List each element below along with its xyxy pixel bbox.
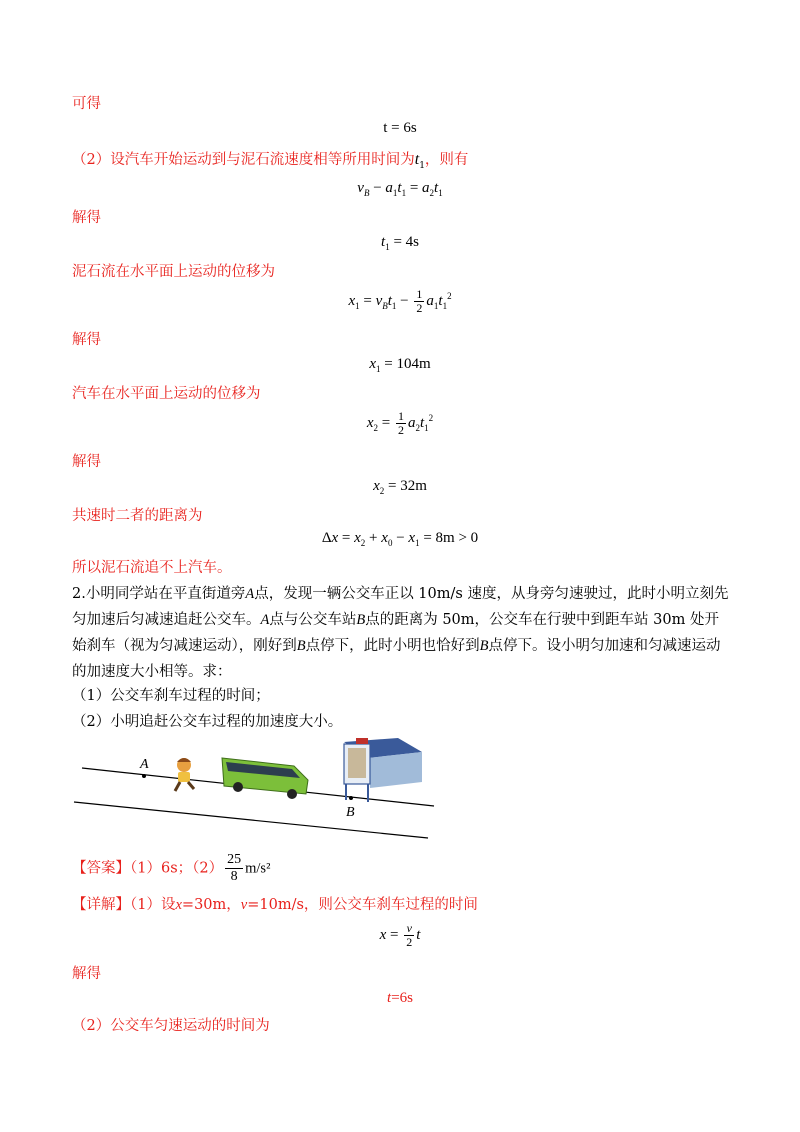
equation-x-vt: x = $\frac{v}{2}$ t (379, 921, 421, 949)
point-a-2: A (260, 612, 270, 628)
problem-text-a: 小明同学站在平直街道旁 (85, 586, 246, 602)
answer-fraction (225, 852, 243, 885)
answer-frac-den: 8 (230, 869, 238, 884)
question-2: （2）小明追赶公交车过程的加速度大小。 (72, 714, 343, 730)
result-value: =6s (391, 990, 413, 1006)
text-distance: 共速时二者的距离为 (72, 508, 203, 524)
equation-t-result (0, 990, 800, 1007)
equation-vb: $v_B - a_1t_1 = a_2t_1$ (357, 180, 443, 198)
detail-x-val: =30m， (181, 897, 241, 913)
equation-delta-x-value: = 8m > 0 (423, 530, 479, 546)
point-b-2: B (296, 638, 306, 654)
equation-t1: $t_1 = 4s$ (381, 234, 419, 252)
part2-intro-text: （2）设汽车开始运动到与泥石流速度相等所用时间为 (72, 152, 415, 168)
equation-t1-value: = 4s (393, 234, 419, 250)
point-b: B (356, 612, 366, 628)
text-part2-detail: （2）公交车匀速运动的时间为 (72, 1018, 270, 1034)
text-jiede-4: 解得 (72, 966, 101, 982)
detail-text: （1）设 (130, 897, 176, 913)
text-part2-intro (72, 150, 468, 176)
part2-intro-symbol: t (414, 151, 420, 168)
point-a-dot (142, 774, 146, 778)
question-1: （1）公交车刹车过程的时间； (72, 688, 270, 704)
problem-text-f: 点停下。设小明匀加速和匀减速运动的加速度大小相等。求： (72, 638, 721, 680)
running-boy-icon (175, 758, 194, 791)
road-line-bottom (74, 802, 428, 838)
street-figure (72, 736, 442, 841)
problem-2-statement (72, 581, 732, 685)
text-kede: 可得 (72, 96, 101, 112)
equation-x2-value: = 32m (388, 478, 427, 494)
answer-frac-num: 25 (227, 852, 242, 867)
text-jiede-1: 解得 (72, 210, 101, 226)
part2-intro-end: ，则有 (424, 152, 469, 168)
detail-v: v (240, 897, 248, 913)
equation-delta-x: $\Delta x = x_2 + x_0 - x_1 = 8m > 0$ (321, 530, 479, 548)
detail-x: x (175, 897, 182, 913)
equation-x2: $x_2 = 32m$ (373, 478, 427, 496)
equation-x1-value: = 104m (384, 356, 431, 372)
text-car-displacement: 汽车在水平面上运动的位移为 (72, 386, 261, 402)
figure-label-a: A (140, 757, 149, 772)
text-jiede-2: 解得 (72, 332, 101, 348)
detail-line (72, 895, 478, 915)
answer-part1: （1）6s；（2） (130, 860, 224, 877)
text-conclusion: 所以泥石流追不上汽车。 (72, 560, 232, 576)
problem-text-e: 点停下，此时小明也恰好到 (305, 638, 480, 654)
point-a: A (245, 586, 255, 602)
equation-x1-formula: $x_1 = v_Bt_1$ − $\frac{1}{2}$ $a_1t_1^2$ (348, 287, 452, 315)
answer-line (72, 852, 270, 885)
point-b-dot (349, 796, 353, 800)
figure-label-b: B (346, 805, 355, 820)
problem-text-b: 点，发现一辆公交车正以 10m/s 速度，从身旁匀速驶过，此时小明立刻先匀加速后匀减速追赶公交车。 (72, 586, 729, 628)
problem-text-c: 点与公交车站 (269, 612, 357, 628)
text-mud-displacement: 泥石流在水平面上运动的位移为 (72, 264, 275, 280)
point-b-3: B (479, 638, 489, 654)
bus-icon (222, 758, 308, 799)
detail-tag: 【详解】 (72, 897, 130, 913)
equation-x2-formula: $x_2$ = $\frac{1}{2}$ $a_2t_1^2$ (366, 409, 434, 437)
equation-t: t = 6s (383, 120, 417, 136)
part2-intro-subscript: 1 (419, 160, 425, 171)
equation-x1: $x_1 = 104m$ (369, 356, 431, 374)
text-jiede-3: 解得 (72, 454, 101, 470)
answer-unit: m/s² (245, 860, 271, 877)
result-symbol: t (387, 990, 392, 1006)
answer-tag: 【答案】 (72, 860, 130, 877)
bus-stop-icon (344, 738, 422, 802)
problem-number: 2. (72, 586, 86, 602)
detail-v-val: =10m/s，则公交车刹车过程的时间 (247, 897, 478, 913)
problem-text-d: 点的距离为 50m，公交车在行驶中到距车站 30m 处开始刹车（视为匀减速运动），刚好到 (72, 612, 719, 654)
